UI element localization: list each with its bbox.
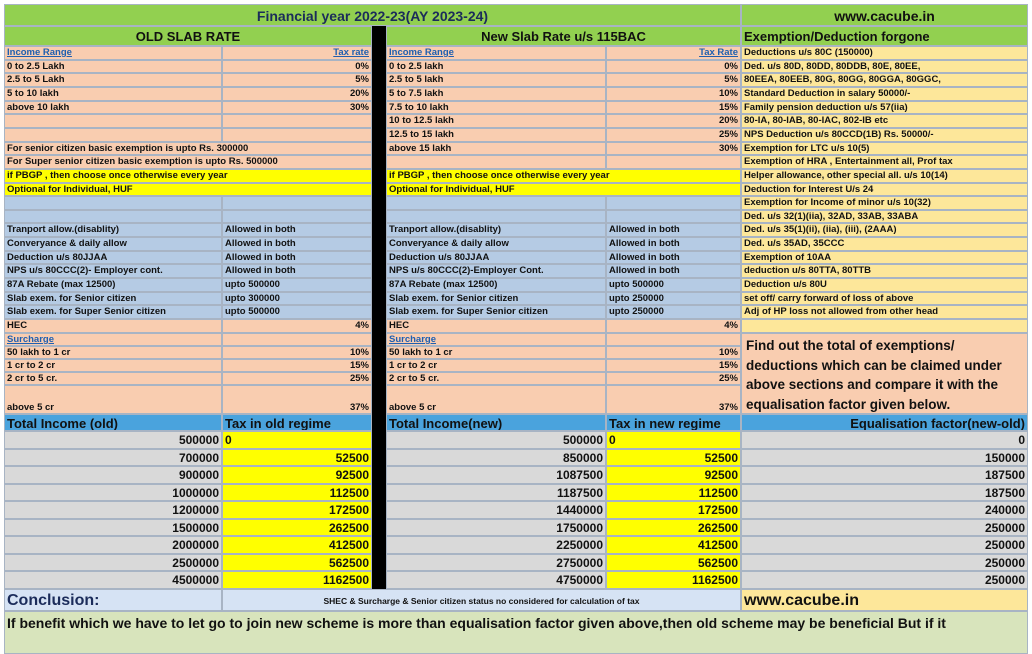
new-rate-cell[interactable]: 30% [606,142,741,155]
old-range-cell[interactable]: Converyance & daily allow [4,237,222,251]
new-range-cell[interactable] [386,210,606,223]
old-range-cell[interactable]: 5 to 10 lakh [4,87,222,101]
new-tax-header[interactable]: Tax in new regime [606,414,741,431]
old-range-cell[interactable]: HEC [4,319,222,333]
equalisation-value[interactable]: 250000 [741,554,1028,571]
old-tax-header[interactable]: Tax in old regime [222,414,372,431]
new-rate-cell[interactable] [606,196,741,210]
old-surcharge-rate[interactable]: 37% [222,385,372,414]
old-rate-cell[interactable]: Tax rate [222,46,372,60]
new-pbgp[interactable]: if PBGP , then choose once otherwise every year [386,169,741,183]
old-rate-cell[interactable]: Allowed in both [222,223,372,237]
new-rate-cell[interactable]: 15% [606,101,741,114]
exemption-item[interactable]: set off/ carry forward of loss of above [741,292,1028,305]
equalisation-value[interactable]: 240000 [741,501,1028,519]
exemption-item[interactable]: Deduction for Interest U/s 24 [741,183,1028,196]
new-total-income[interactable]: 2250000 [386,536,606,554]
new-range-cell[interactable]: Slab exem. for Senior citizen [386,292,606,305]
old-total-income[interactable]: 4500000 [4,571,222,589]
new-total-income[interactable]: 2750000 [386,554,606,571]
old-rate-cell[interactable]: Allowed in both [222,264,372,278]
old-range-cell[interactable] [4,128,222,142]
old-total-income[interactable]: 900000 [4,466,222,484]
exemption-item[interactable]: Ded. u/s 35(1)(ii), (iia), (iii), (2AAA) [741,223,1028,237]
old-range-cell[interactable]: Income Range [4,46,222,60]
new-rate-cell[interactable] [606,210,741,223]
new-total-income[interactable]: 500000 [386,431,606,449]
old-rate-cell[interactable] [222,128,372,142]
new-surcharge-label[interactable]: Surcharge [386,333,606,346]
old-tax-value[interactable]: 262500 [222,519,372,536]
exemption-item[interactable]: Family pension deduction u/s 57(iia) [741,101,1028,114]
conclusion-site[interactable]: www.cacube.in [741,589,1028,611]
new-rate-cell[interactable]: upto 250000 [606,292,741,305]
old-range-cell[interactable] [4,114,222,128]
new-rate-cell[interactable]: Allowed in both [606,237,741,251]
new-range-cell[interactable]: Deduction u/s 80JJAA [386,251,606,264]
equalisation-value[interactable]: 0 [741,431,1028,449]
old-tax-value[interactable]: 112500 [222,484,372,501]
conclusion-text[interactable]: If benefit which we have to let go to join new scheme is more than equalisation factor given above,then old scheme may be beneficial But if it [4,611,1028,654]
new-rate-cell[interactable]: Allowed in both [606,264,741,278]
old-rate-cell[interactable]: 30% [222,101,372,114]
exemption-item[interactable]: Exemption for Income of minor u/s 10(32) [741,196,1028,210]
old-pbgp[interactable]: if PBGP , then choose once otherwise every year [4,169,372,183]
old-range-cell[interactable]: Slab exem. for Super Senior citizen [4,305,222,319]
exemption-item[interactable] [741,319,1028,333]
new-rate-cell[interactable]: upto 500000 [606,278,741,292]
new-rate-cell[interactable]: Allowed in both [606,223,741,237]
new-tax-value[interactable]: 412500 [606,536,741,554]
exemption-header[interactable]: Exemption/Deduction forgone [741,26,1028,46]
new-range-cell[interactable]: 10 to 12.5 lakh [386,114,606,128]
exemption-item[interactable]: Adj of HP loss not allowed from other head [741,305,1028,319]
old-total-income[interactable]: 700000 [4,449,222,466]
column-divider [372,26,386,596]
old-rate-cell[interactable]: 20% [222,87,372,101]
new-range-cell[interactable]: Converyance & daily allow [386,237,606,251]
old-rate-cell[interactable] [222,114,372,128]
old-range-cell[interactable]: 87A Rebate (max 12500) [4,278,222,292]
old-optional[interactable]: Optional for Individual, HUF [4,183,372,196]
new-tax-value[interactable]: 112500 [606,484,741,501]
old-total-income[interactable]: 1000000 [4,484,222,501]
exemption-item[interactable]: Deduction u/s 80U [741,278,1028,292]
equalisation-value[interactable]: 250000 [741,536,1028,554]
new-surcharge-rate[interactable]: 15% [606,359,741,372]
new-total-income[interactable]: 1750000 [386,519,606,536]
new-total-income[interactable]: 850000 [386,449,606,466]
new-range-cell[interactable]: 12.5 to 15 lakh [386,128,606,142]
new-total-income[interactable]: 1187500 [386,484,606,501]
new-rate-cell[interactable]: 20% [606,114,741,128]
old-tax-value[interactable]: 52500 [222,449,372,466]
new-rate-cell[interactable]: 25% [606,128,741,142]
equalisation-value[interactable]: 187500 [741,466,1028,484]
old-range-cell[interactable]: Tranport allow.(disablity) [4,223,222,237]
exemption-item[interactable]: deduction u/s 80TTA, 80TTB [741,264,1028,278]
old-surcharge-range[interactable]: 50 lakh to 1 cr [4,346,222,359]
new-range-cell[interactable]: HEC [386,319,606,333]
new-surcharge-rate[interactable]: 10% [606,346,741,359]
old-tax-value[interactable]: 562500 [222,554,372,571]
new-range-cell[interactable]: Slab exem. for Super Senior citizen [386,305,606,319]
old-surcharge-rate[interactable]: 10% [222,346,372,359]
old-senior-note[interactable]: For senior citizen basic exemption is upto Rs. 300000 [4,142,372,155]
old-rate-cell[interactable]: upto 500000 [222,278,372,292]
exemption-item[interactable]: Exemption of 10AA [741,251,1028,264]
new-range-cell[interactable]: 2.5 to 5 lakh [386,73,606,87]
site-link[interactable]: www.cacube.in [741,4,1028,26]
new-range-cell[interactable] [386,196,606,210]
new-range-cell[interactable]: 87A Rebate (max 12500) [386,278,606,292]
old-tax-value[interactable]: 412500 [222,536,372,554]
conclusion-label[interactable]: Conclusion: [4,589,222,611]
new-tax-value[interactable]: 92500 [606,466,741,484]
new-surcharge-rate[interactable]: 37% [606,385,741,414]
old-tax-value[interactable]: 172500 [222,501,372,519]
new-rate-cell[interactable] [606,155,741,169]
old-rate-cell[interactable]: Allowed in both [222,251,372,264]
new-surcharge-rate[interactable] [606,333,741,346]
old-rate-cell[interactable]: 0% [222,60,372,73]
new-surcharge-range[interactable]: 50 lakh to 1 cr [386,346,606,359]
new-rate-cell[interactable]: Tax Rate [606,46,741,60]
new-rate-cell[interactable]: 5% [606,73,741,87]
exemption-item[interactable]: 80-IA, 80-IAB, 80-IAC, 802-IB etc [741,114,1028,128]
old-rate-cell[interactable]: 4% [222,319,372,333]
conclusion-note[interactable]: SHEC & Surcharge & Senior citizen status no considered for calculation of tax [222,589,741,611]
exemption-item[interactable]: Standard Deduction in salary 50000/- [741,87,1028,101]
new-tax-value[interactable]: 0 [606,431,741,449]
old-range-cell[interactable] [4,210,222,223]
old-tax-value[interactable]: 1162500 [222,571,372,589]
new-rate-cell[interactable]: Allowed in both [606,251,741,264]
old-rate-cell[interactable]: upto 300000 [222,292,372,305]
old-rate-cell[interactable]: upto 500000 [222,305,372,319]
old-surcharge-rate[interactable]: 25% [222,372,372,385]
equalisation-value[interactable]: 150000 [741,449,1028,466]
old-range-cell[interactable]: 0 to 2.5 Lakh [4,60,222,73]
new-range-cell[interactable] [386,155,606,169]
new-tax-value[interactable]: 562500 [606,554,741,571]
new-total-income[interactable]: 4750000 [386,571,606,589]
old-range-cell[interactable] [4,196,222,210]
old-total-income[interactable]: 1500000 [4,519,222,536]
new-surcharge-rate[interactable]: 25% [606,372,741,385]
new-surcharge-range[interactable]: 1 cr to 2 cr [386,359,606,372]
old-tax-value[interactable]: 92500 [222,466,372,484]
old-surcharge-range[interactable]: above 5 cr [4,385,222,414]
old-range-cell[interactable]: NPS u/s 80CCC(2)- Employer cont. [4,264,222,278]
equalisation-value[interactable]: 250000 [741,571,1028,589]
old-total-income[interactable]: 500000 [4,431,222,449]
new-range-cell[interactable]: 5 to 7.5 lakh [386,87,606,101]
exemption-item[interactable]: Ded. u/s 32(1)(iia), 32AD, 33AB, 33ABA [741,210,1028,223]
old-super-note[interactable]: For Super senior citizen basic exemption is upto Rs. 500000 [4,155,372,169]
new-tax-value[interactable]: 1162500 [606,571,741,589]
new-range-cell[interactable]: above 15 lakh [386,142,606,155]
new-rate-cell[interactable]: 4% [606,319,741,333]
new-surcharge-range[interactable]: above 5 cr [386,385,606,414]
exemption-item[interactable]: NPS Deduction u/s 80CCD(1B) Rs. 50000/- [741,128,1028,142]
old-rate-cell[interactable] [222,210,372,223]
equalisation-value[interactable]: 187500 [741,484,1028,501]
old-total-income[interactable]: 1200000 [4,501,222,519]
new-range-cell[interactable]: Income Range [386,46,606,60]
old-rate-cell[interactable]: Allowed in both [222,237,372,251]
old-tax-value[interactable]: 0 [222,431,372,449]
new-optional[interactable]: Optional for Individual, HUF [386,183,741,196]
equalisation-header[interactable]: Equalisation factor(new-old) [741,414,1028,431]
new-tax-value[interactable]: 172500 [606,501,741,519]
new-range-cell[interactable]: Tranport allow.(disablity) [386,223,606,237]
new-total-income[interactable]: 1087500 [386,466,606,484]
find-out-note[interactable]: Find out the total of exemptions/ deductions which can be claimed under above sections and compare it with the equalisation factor given below. [741,333,1028,414]
exemption-item[interactable]: Helper allowance, other special all. u/s 10(14) [741,169,1028,183]
old-total-header[interactable]: Total Income (old) [4,414,222,431]
new-total-income[interactable]: 1440000 [386,501,606,519]
old-surcharge-range[interactable]: 2 cr to 5 cr. [4,372,222,385]
exemption-item[interactable]: Exemption of HRA , Entertainment all, Prof tax [741,155,1028,169]
old-rate-cell[interactable]: 5% [222,73,372,87]
old-total-income[interactable]: 2500000 [4,554,222,571]
exemption-item[interactable]: Ded. u/s 35AD, 35CCC [741,237,1028,251]
new-tax-value[interactable]: 52500 [606,449,741,466]
old-rate-cell[interactable] [222,196,372,210]
new-rate-cell[interactable]: upto 250000 [606,305,741,319]
old-range-cell[interactable]: above 10 lakh [4,101,222,114]
old-surcharge-range[interactable]: 1 cr to 2 cr [4,359,222,372]
new-surcharge-range[interactable]: 2 cr to 5 cr. [386,372,606,385]
old-range-cell[interactable]: Slab exem. for Senior citizen [4,292,222,305]
old-surcharge-label[interactable]: Surcharge [4,333,222,346]
equalisation-value[interactable]: 250000 [741,519,1028,536]
exemption-item[interactable]: Exemption for LTC u/s 10(5) [741,142,1028,155]
old-slab-header[interactable]: OLD SLAB RATE [4,26,372,46]
new-range-cell[interactable]: 7.5 to 10 lakh [386,101,606,114]
new-tax-value[interactable]: 262500 [606,519,741,536]
old-surcharge-rate[interactable]: 15% [222,359,372,372]
old-range-cell[interactable]: Deduction u/s 80JJAA [4,251,222,264]
new-total-header[interactable]: Total Income(new) [386,414,606,431]
old-surcharge-rate[interactable] [222,333,372,346]
new-range-cell[interactable]: 0 to 2.5 lakh [386,60,606,73]
sheet-title[interactable]: Financial year 2022-23(AY 2023-24) [4,4,741,26]
new-range-cell[interactable]: NPS u/s 80CCC(2)-Employer Cont. [386,264,606,278]
exemption-item[interactable]: Ded. u/s 80D, 80DD, 80DDB, 80E, 80EE, [741,60,1028,73]
new-rate-cell[interactable]: 10% [606,87,741,101]
new-rate-cell[interactable]: 0% [606,60,741,73]
old-total-income[interactable]: 2000000 [4,536,222,554]
exemption-item[interactable]: 80EEA, 80EEB, 80G, 80GG, 80GGA, 80GGC, [741,73,1028,87]
new-slab-header[interactable]: New Slab Rate u/s 115BAC [386,26,741,46]
exemption-item[interactable]: Deductions u/s 80C (150000) [741,46,1028,60]
old-range-cell[interactable]: 2.5 to 5 Lakh [4,73,222,87]
